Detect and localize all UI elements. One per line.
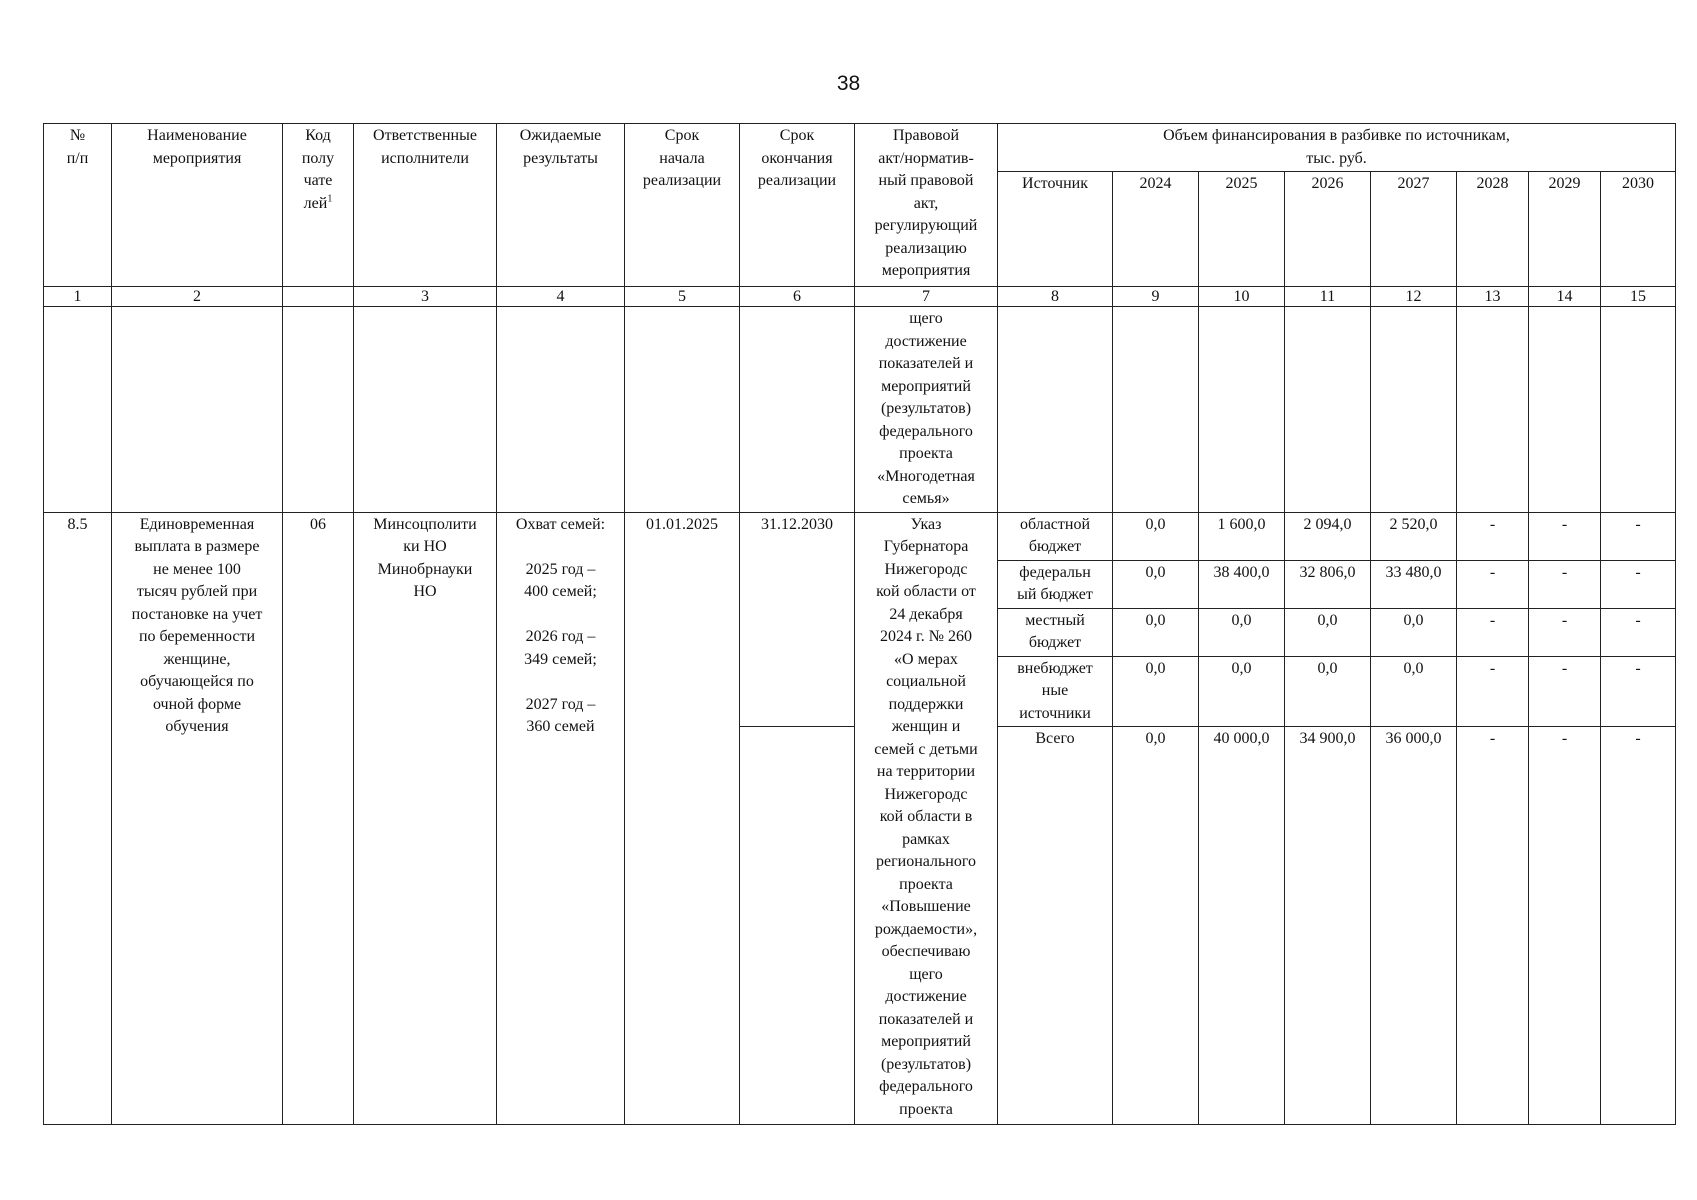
funding-value: 2 094,0 — [1285, 512, 1371, 560]
header-year-2027: 2027 — [1371, 172, 1457, 287]
expected-results: Охват семей: 2025 год – 400 семей; 2026 год – 349 семей; 2027 год – 360 семей — [497, 512, 625, 1125]
column-number: 5 — [625, 287, 740, 307]
legal-act: Указ Губернатора Нижегородс кой области от 24 декабря 2024 г. № 260 «О мерах социальной поддержки женщин и семей с детьми на территории Нижегородс кой области в рамках регионального проекта «Повышение рождаемости», обеспечиваю щего достижение показателей и мероприятий (результатов) федерального проекта — [855, 512, 998, 1125]
header-year-2028: 2028 — [1457, 172, 1529, 287]
funding-value: 0,0 — [1199, 656, 1285, 727]
header-end: Срок окончания реализации — [740, 124, 855, 287]
program-activities-table — [43, 123, 1676, 1125]
column-number: 9 — [1113, 287, 1199, 307]
responsible-executors: Минсоцполити ки НО Минобрнауки НО — [354, 512, 497, 1125]
funding-value: - — [1601, 727, 1676, 1125]
funding-value: 0,0 — [1113, 727, 1199, 1125]
funding-value: - — [1601, 608, 1676, 656]
funding-value: 0,0 — [1199, 608, 1285, 656]
funding-value: - — [1529, 656, 1601, 727]
funding-source: Всего — [998, 727, 1113, 1125]
funding-value: 0,0 — [1371, 656, 1457, 727]
funding-value: - — [1457, 727, 1529, 1125]
funding-value: 33 480,0 — [1371, 560, 1457, 608]
funding-value: - — [1529, 727, 1601, 1125]
column-number: 10 — [1199, 287, 1285, 307]
activity-number: 8.5 — [44, 512, 112, 1125]
empty-cell — [1529, 307, 1601, 513]
funding-source: областной бюджет — [998, 512, 1113, 560]
column-number — [283, 287, 354, 307]
column-number: 8 — [998, 287, 1113, 307]
funding-value: - — [1457, 608, 1529, 656]
funding-value: 0,0 — [1113, 656, 1199, 727]
column-number: 11 — [1285, 287, 1371, 307]
funding-source: местный бюджет — [998, 608, 1113, 656]
activity-row-funding-regional — [44, 512, 1676, 560]
funding-value: 0,0 — [1113, 560, 1199, 608]
header-num: № п/п — [44, 124, 112, 287]
funding-value: 0,0 — [1285, 608, 1371, 656]
funding-value: - — [1529, 512, 1601, 560]
funding-source: внебюджет ные источники — [998, 656, 1113, 727]
column-number: 2 — [112, 287, 283, 307]
column-number: 1 — [44, 287, 112, 307]
column-number: 14 — [1529, 287, 1601, 307]
column-number: 7 — [855, 287, 998, 307]
header-source: Источник — [998, 172, 1113, 287]
header-code — [283, 124, 354, 287]
header-year-2025: 2025 — [1199, 172, 1285, 287]
empty-cell — [497, 307, 625, 513]
funding-value: - — [1601, 512, 1676, 560]
header-row — [44, 124, 1676, 172]
empty-cell — [1371, 307, 1457, 513]
funding-value: 0,0 — [1113, 608, 1199, 656]
funding-value: - — [1457, 560, 1529, 608]
start-date: 01.01.2025 — [625, 512, 740, 1125]
funding-value: 0,0 — [1113, 512, 1199, 560]
empty-cell — [1113, 307, 1199, 513]
funding-value: - — [1529, 560, 1601, 608]
column-number: 12 — [1371, 287, 1457, 307]
header-code-text: Код полу чате лей — [301, 127, 335, 212]
end-date: 31.12.2030 — [740, 512, 855, 727]
column-number: 3 — [354, 287, 497, 307]
column-number: 13 — [1457, 287, 1529, 307]
funding-value: - — [1529, 608, 1601, 656]
funding-value: 0,0 — [1371, 608, 1457, 656]
header-results: Ожидаемые результаты — [497, 124, 625, 287]
funding-value: 0,0 — [1285, 656, 1371, 727]
empty-cell — [354, 307, 497, 513]
funding-value: 40 000,0 — [1199, 727, 1285, 1125]
empty-cell — [1199, 307, 1285, 513]
header-year-2026: 2026 — [1285, 172, 1371, 287]
funding-value: 32 806,0 — [1285, 560, 1371, 608]
header-year-2024: 2024 — [1113, 172, 1199, 287]
column-number: 4 — [497, 287, 625, 307]
footnote-marker: 1 — [327, 193, 333, 205]
empty-cell — [998, 307, 1113, 513]
header-year-2029: 2029 — [1529, 172, 1601, 287]
empty-cell — [112, 307, 283, 513]
header-name: Наименование мероприятия — [112, 124, 283, 287]
funding-value: - — [1457, 512, 1529, 560]
header-year-2030: 2030 — [1601, 172, 1676, 287]
header-financing: Объем финансирования в разбивке по источникам, тыс. руб. — [998, 124, 1676, 172]
column-number: 6 — [740, 287, 855, 307]
funding-value: - — [1601, 656, 1676, 727]
empty-cell — [625, 307, 740, 513]
page-number: 38 — [836, 72, 861, 95]
header-responsible: Ответственные исполнители — [354, 124, 497, 287]
header-legal-act: Правовой акт/норматив- ный правовой акт, регулирующий реализацию мероприятия — [855, 124, 998, 287]
empty-cell — [44, 307, 112, 513]
funding-value: 1 600,0 — [1199, 512, 1285, 560]
column-number-row — [44, 287, 1676, 307]
funding-value: - — [1601, 560, 1676, 608]
continuation-row — [44, 307, 1676, 513]
funding-value: - — [1457, 656, 1529, 727]
recipient-code: 06 — [283, 512, 354, 1125]
column-number: 15 — [1601, 287, 1676, 307]
funding-value: 34 900,0 — [1285, 727, 1371, 1125]
empty-cell — [1601, 307, 1676, 513]
funding-value: 38 400,0 — [1199, 560, 1285, 608]
empty-cell — [740, 727, 855, 1125]
empty-cell — [283, 307, 354, 513]
empty-cell — [740, 307, 855, 513]
empty-cell — [1285, 307, 1371, 513]
funding-value: 36 000,0 — [1371, 727, 1457, 1125]
legal-act-continuation: щего достижение показателей и мероприятий (результатов) федерального проекта «Многодетная семья» — [855, 307, 998, 513]
header-start: Срок начала реализации — [625, 124, 740, 287]
empty-cell — [1457, 307, 1529, 513]
activity-name: Единовременная выплата в размере не менее 100 тысяч рублей при постановке на учет по беременности женщине, обучающейся по очной форме обучения — [112, 512, 283, 1125]
funding-value: 2 520,0 — [1371, 512, 1457, 560]
funding-source: федеральн ый бюджет — [998, 560, 1113, 608]
